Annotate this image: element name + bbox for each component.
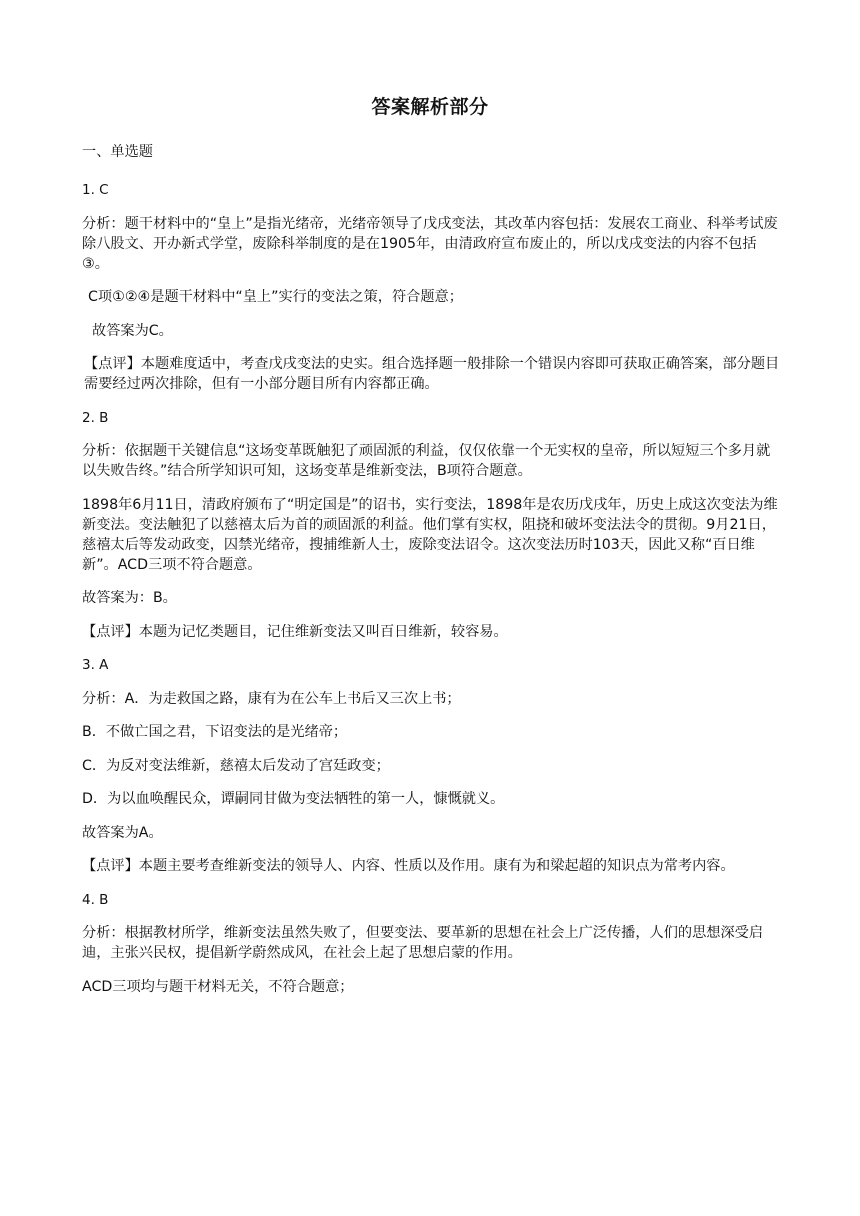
section-heading: 一、单选题 [82, 144, 153, 160]
question-number: 1. C [82, 182, 109, 198]
option-text: D．为以血唤醒民众，谭嗣同甘做为变法牺牲的第一人，慷慨就义。 [82, 791, 505, 807]
question-number: 4. B [82, 891, 109, 908]
option-note: C项①②④是题干材料中“皇上”实行的变法之策，符合题意； [88, 289, 463, 305]
question-block [82, 655, 782, 876]
option-note: ACD三项均与题干材料无关，不符合题意； [82, 978, 354, 995]
question-number: 3. A [82, 657, 109, 673]
analysis-text: 分析：题干材料中的“皇上”是指光绪帝，光绪帝领导了戊戌变法，其改革内容包括：发展农工商业、科举考试废除八股文、开办新式学堂，废除科举制度的是在1905年，由清政府宣布废止的，所以戊戌变法的内容不包括③。 [82, 215, 778, 272]
comment-text: 【点评】本题为记忆类题目，记住维新变法又叫百日维新，较容易。 [82, 623, 508, 640]
option-text: C．为反对变法维新，慈禧太后发动了宫廷政变； [82, 757, 390, 774]
question-block [82, 408, 782, 642]
answer-text: 故答案为C。 [92, 322, 173, 339]
option-text: B．不做亡国之君，下诏变法的是光绪帝； [82, 724, 348, 740]
answer-content [82, 142, 782, 1010]
analysis-text: 分析：依据题干关键信息“这场变革既触犯了顽固派的利益，仅仅依靠一个无实权的皇帝，所以短短三个多月就以失败告终。”结合所学知识可知，这场变革是维新变法，B项符合题意。 [82, 443, 771, 479]
comment-text: 【点评】本题主要考查维新变法的领导人、内容、性质以及作用。康有为和梁起超的知识点为常考内容。 [82, 858, 735, 874]
analysis-text: 分析：根据教材所学，维新变法虽然失败了，但要变法、要革新的思想在社会上广泛传播，人们的思想深受启迪，主张兴民权，提倡新学蔚然成风，在社会上起了思想启蒙的作用。 [82, 925, 764, 961]
question-number: 2. B [82, 409, 109, 426]
question-block [82, 180, 782, 394]
page-title: 答案解析部分 [371, 96, 489, 118]
analysis-text: 分析：A．为走救国之路，康有为在公车上书后又三次上书； [82, 690, 461, 707]
explanation-text: 1898年6月11日，清政府颁布了“明定国是”的诏书，实行变法，1898年是农历戊戌年，历史上成这次变法为维新变法。变法触犯了以慈禧太后为首的顽固派的利益。他们掌有实权，阻挠和破坏变法法令的贯彻。9月21日，慈禧太后等发动政变，囚禁光绪帝，搜捕维新人士，废除变法诏令。这次变法历时103天，因此又称“百日维新”。ACD三项不符合题意。 [82, 496, 778, 573]
comment-text: 【点评】本题难度适中，考查戊戌变法的史实。组合选择题一般排除一个错误内容即可获取正确答案，部分题目需要经过两次排除，但有一小部分题目所有内容都正确。 [84, 356, 780, 392]
answer-text: 故答案为A。 [82, 824, 163, 841]
answer-text: 故答案为：B。 [82, 590, 177, 606]
question-block [82, 890, 782, 997]
